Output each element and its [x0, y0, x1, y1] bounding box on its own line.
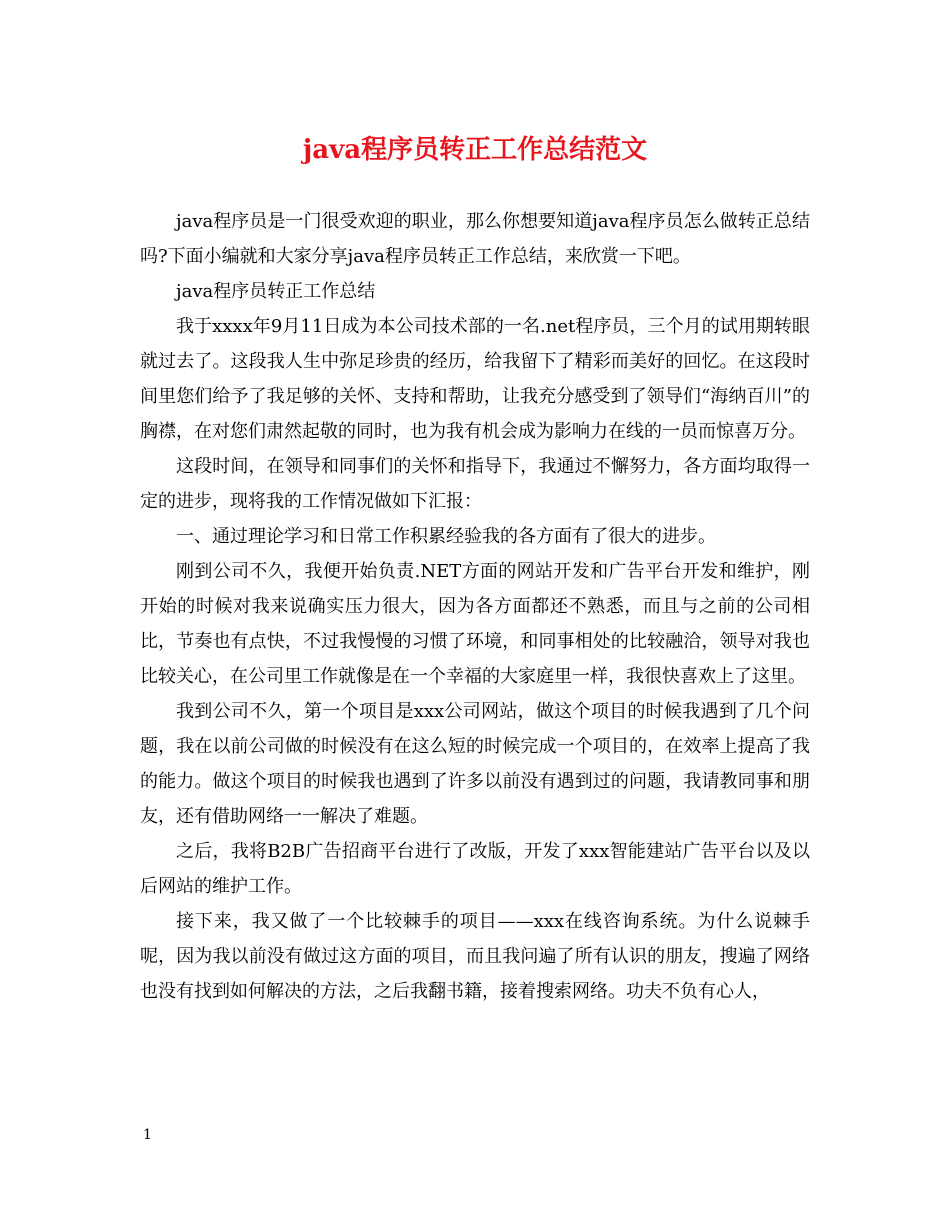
paragraph-section-heading: 一、通过理论学习和日常工作积累经验我的各方面有了很大的进步。 [176, 526, 716, 547]
paragraph-subtitle: java程序员转正工作总结 [176, 281, 376, 302]
paragraph-start-date: 我于xxxx年9月11日成为本公司技术部的一名.net程序员，三个月的试用期转眼就过去了。这段我人生中弥足珍贵的经历，给我留下了精彩而美好的回忆。在这段时间里您们给予了我足够的关怀、支持和帮助，让我充分感受到了领导们“海纳百川”的胸襟，在对您们肃然起敬的同时，也为我有机会成为影响力在线的一员而惊喜万分。 [140, 316, 810, 442]
page-number: 1 [143, 1127, 152, 1143]
paragraph-intro: java程序员是一门很受欢迎的职业，那么你想要知道java程序员怎么做转正总结吗?下面小编就和大家分享java程序员转正工作总结，来欣赏一下吧。 [140, 211, 810, 267]
paragraph-progress: 这段时间，在领导和同事们的关怀和指导下，我通过不懈努力，各方面均取得一定的进步，现将我的工作情况做如下汇报： [140, 456, 810, 512]
paragraph-b2b-revision: 之后，我将B2B广告招商平台进行了改版，开发了xxx智能建站广告平台以及以后网站的维护工作。 [140, 841, 810, 897]
paragraph-first-project: 我到公司不久，第一个项目是xxx公司网站，做这个项目的时候我遇到了几个问题，我在以前公司做的时候没有在这么短的时候完成一个项目的，在效率上提高了我的能力。做这个项目的时候我也遇到了许多以前没有遇到过的问题，我请教同事和朋友，还有借助网络一一解决了难题。 [140, 701, 810, 827]
paragraph-consulting-system: 接下来，我又做了一个比较棘手的项目——xxx在线咨询系统。为什么说棘手呢，因为我以前没有做过这方面的项目，而且我问遍了所有认识的朋友，搜遍了网络也没有找到如何解决的方法，之后我翻书籍，接着搜索网络。功夫不负有心人， [140, 911, 810, 1002]
paragraph-initial-work: 刚到公司不久，我便开始负责.NET方面的网站开发和广告平台开发和维护，刚开始的时候对我来说确实压力很大，因为各方面都还不熟悉，而且与之前的公司相比，节奏也有点快，不过我慢慢的习惯了环境，和同事相处的比较融洽，领导对我也比较关心，在公司里工作就像是在一个幸福的大家庭里一样，我很快喜欢上了这里。 [140, 561, 810, 687]
document-title: java程序员转正工作总结范文 [302, 135, 648, 165]
document-body [140, 204, 810, 1009]
